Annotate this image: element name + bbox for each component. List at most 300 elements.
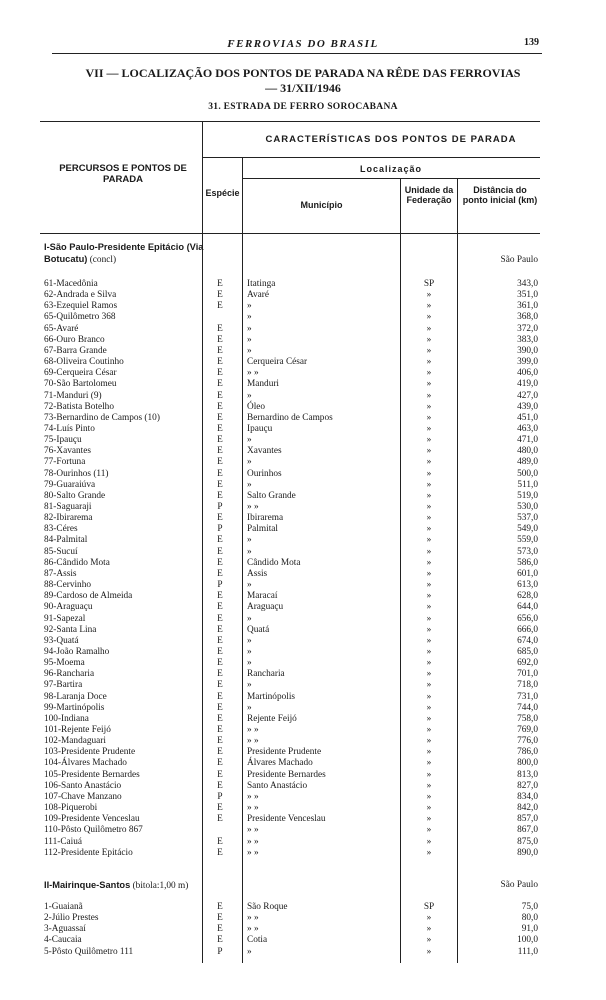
stop-name: 85-Sucuí [44,547,78,557]
stop-type: P [217,502,223,512]
stop-municipality: Quatá [247,625,270,635]
stop-name: 66-Ouro Branco [44,335,105,345]
stop-municipality: » [247,312,252,322]
stop-name: 107-Chave Manzano [44,792,122,802]
header-bottom-rule [40,233,540,234]
stop-municipality: Álvares Machado [247,758,313,768]
stop-state: » [426,580,432,590]
stop-type: E [217,602,223,612]
stop-distance: 800,0 [517,758,538,768]
stop-distance: 827,0 [517,781,538,791]
table-title [0,66,606,96]
stop-type: E [217,747,223,757]
stop-state: » [426,747,432,757]
stop-type: E [217,636,223,646]
stop-state: » [426,346,432,356]
stop-state: » [426,703,432,713]
stop-name: 89-Cardoso de Almeida [44,591,133,601]
stop-type: E [217,457,223,467]
section-name: I-São Paulo-Presidente Epitácio (Via [44,242,204,252]
stop-name: 75-Ipauçu [44,435,82,445]
section-note: (concl) [87,255,117,265]
stop-municipality: Santo Anastácio [247,781,308,791]
stop-type: E [217,558,223,568]
stop-municipality: » » [247,913,259,923]
stop-name: 69-Cerqueira César [44,368,117,378]
stop-distance: 372,0 [517,324,538,334]
stop-type: E [217,569,223,579]
group-header-rule [202,157,540,158]
stop-distance: 674,0 [517,636,538,646]
stop-type: P [217,580,223,590]
stop-distance: 890,0 [517,848,538,858]
stop-municipality: Óleo [247,402,266,412]
stop-municipality: Maracaí [247,591,278,601]
stop-name: 90-Araguaçu [44,602,93,612]
section-heading [44,242,203,266]
stop-name: 111-Caiuá [44,837,83,847]
stop-distance: 769,0 [517,725,538,735]
localizacao-header: Localização [359,164,423,174]
stop-name: 108-Piquerobi [44,803,98,813]
stop-type: E [217,435,223,445]
stop-distance: 586,0 [517,558,538,568]
stop-type: E [217,279,223,289]
stop-name: 103-Presidente Prudente [44,747,136,757]
stop-municipality: » [247,457,252,467]
stop-state: » [426,725,432,735]
stop-name: 84-Palmital [44,535,88,545]
group-header: CARACTERÍSTICAS DOS PONTOS DE PARADA [265,134,517,145]
stop-state: » [426,602,432,612]
stop-type: E [217,469,223,479]
stop-municipality: » [247,346,252,356]
stop-distance: 656,0 [517,614,538,624]
stop-type: E [217,547,223,557]
stop-state: » [426,535,432,545]
stop-distance: 644,0 [517,602,538,612]
stop-type: E [217,346,223,356]
stop-name: 63-Ezequiel Ramos [44,301,118,311]
stop-state: » [426,513,432,523]
stop-municipality: Bernardino de Campos [247,413,333,423]
stop-type: E [217,669,223,679]
section-heading [44,880,188,892]
stop-distance: 834,0 [517,792,538,802]
stop-municipality: » [247,947,252,957]
stop-type: E [217,781,223,791]
stop-state: » [426,591,432,601]
stop-distance: 776,0 [517,736,538,746]
stop-state: » [426,736,432,746]
stop-type: P [217,947,223,957]
stop-distance: 427,0 [517,391,538,401]
stop-distance: 718,0 [517,680,538,690]
stop-state: » [426,636,432,646]
stop-distance: 701,0 [517,669,538,679]
stop-name: 98-Laranja Doce [44,692,107,702]
stop-state: » [426,669,432,679]
col-divider-4 [457,178,458,963]
stop-municipality: Cândido Mota [247,558,301,568]
stop-distance: 451,0 [517,413,538,423]
stop-municipality: » » [247,848,259,858]
section-origin: São Paulo [500,880,538,890]
stop-municipality: » » [247,837,259,847]
stop-distance: 91,0 [521,924,538,934]
stop-distance: 100,0 [517,935,538,945]
section-name: II-Mairinque-Santos [44,880,131,890]
stop-distance: 383,0 [517,335,538,345]
stop-municipality: Ourinhos [247,469,282,479]
stop-state: SP [423,279,435,289]
stop-type: E [217,758,223,768]
stop-state: » [426,680,432,690]
stop-type: E [217,924,223,934]
unidade-header: Unidade da Federação [404,185,454,205]
stop-municipality: » [247,658,252,668]
stop-municipality: Presidente Prudente [247,747,322,757]
stop-state: » [426,547,432,557]
stop-municipality: » [247,301,252,311]
header-rule [52,53,542,54]
stop-municipality: » » [247,725,259,735]
stop-name: 104-Álvares Machado [44,758,127,768]
stop-type: E [217,658,223,668]
stop-state: » [426,391,432,401]
stop-type: E [217,513,223,523]
stop-state: » [426,792,432,802]
stop-name: 76-Xavantes [44,446,91,456]
stop-distance: 111,0 [517,947,538,957]
stop-name: 81-Saguaraji [44,502,92,512]
stop-distance: 613,0 [517,580,538,590]
stop-name: 87-Assis [44,569,77,579]
stop-municipality: » [247,680,252,690]
stop-type: E [217,357,223,367]
stop-municipality: » » [247,368,259,378]
stop-municipality: » » [247,792,259,802]
stop-distance: 549,0 [517,524,538,534]
stop-type: E [217,703,223,713]
stop-municipality: » [247,335,252,345]
stop-municipality: Araguaçu [247,602,284,612]
stop-name: 94-João Ramalho [44,647,110,657]
stop-municipality: Cerqueira César [247,357,308,367]
stop-distance: 519,0 [517,491,538,501]
table-title-line2: — 31/XII/1946 [265,81,341,95]
stop-distance: 731,0 [517,692,538,702]
stop-state: » [426,435,432,445]
stop-distance: 666,0 [517,625,538,635]
stop-name: 82-Ibirarema [44,513,93,523]
stop-type: E [217,335,223,345]
stop-type: E [217,324,223,334]
stop-name: 65-Avaré [44,324,79,334]
stop-name: 105-Presidente Bernardes [44,770,140,780]
stop-name: 112-Presidente Epitácio [44,848,133,858]
stop-municipality: Itatinga [247,279,276,289]
stop-name: 74-Luís Pinto [44,424,95,434]
stop-state: » [426,781,432,791]
stop-type: E [217,368,223,378]
stop-municipality: Cotia [247,935,268,945]
stop-name: 92-Santa Lina [44,625,97,635]
stop-name: 101-Rejente Feijó [44,725,111,735]
stop-distance: 530,0 [517,502,538,512]
stop-municipality: Ipauçu [247,424,273,434]
stop-name: 109-Presidente Venceslau [44,814,140,824]
stop-type: E [217,714,223,724]
stop-state: » [426,424,432,434]
stop-state: » [426,848,432,858]
section-origin: São Paulo [500,255,538,265]
stop-municipality: Xavantes [247,446,282,456]
running-title: FERROVIAS DO BRASIL [227,38,379,50]
stop-state: » [426,558,432,568]
stop-municipality: » » [247,502,259,512]
stop-state: » [426,758,432,768]
stop-name: 97-Bartira [44,680,83,690]
stop-type: E [217,935,223,945]
stop-type: E [217,591,223,601]
stop-type: E [217,379,223,389]
stop-name: 65-Quilômetro 368 [44,312,116,322]
stop-state: » [426,647,432,657]
stop-name: 106-Santo Anastácio [44,781,122,791]
stop-state: » [426,524,432,534]
stop-type: E [217,413,223,423]
stop-name: 67-Barra Grande [44,346,107,356]
stop-state: » [426,469,432,479]
stop-type: E [217,803,223,813]
stop-name: 70-São Bartolomeu [44,379,117,389]
table-top-rule [40,121,540,122]
stop-type: P [217,524,223,534]
stop-state: » [426,491,432,501]
stop-distance: 399,0 [517,357,538,367]
stop-distance: 758,0 [517,714,538,724]
stop-name: 96-Rancharia [44,669,95,679]
stop-state: » [426,480,432,490]
stop-municipality: Rejente Feijó [247,714,297,724]
stop-name: 83-Céres [44,524,78,534]
stop-municipality: » [247,647,252,657]
stop-name: 1-Guaianã [44,902,83,912]
stop-name: 95-Moema [44,658,85,668]
stop-name: 99-Martinópolis [44,703,105,713]
stop-name: 100-Indiana [44,714,89,724]
stop-distance: 813,0 [517,770,538,780]
stop-municipality: Manduri [247,379,280,389]
stop-state: » [426,312,432,322]
stop-name: 102-Mandaguari [44,736,106,746]
section-name-cont: Botucatu) [44,254,88,264]
stop-municipality: » » [247,803,259,813]
stop-name: 93-Quatá [44,636,79,646]
stop-name: 79-Guaraiúva [44,480,96,490]
stop-municipality: » [247,535,252,545]
stop-state: » [426,658,432,668]
stop-type: E [217,680,223,690]
stop-type: E [217,837,223,847]
railway-subtitle: 31. ESTRADA DE FERRO SOROCABANA [208,102,398,112]
stop-name: 91-Sapezal [44,614,86,624]
stop-municipality: » » [247,825,259,835]
stop-distance: 75,0 [521,902,538,912]
stop-municipality: Ibirarema [247,513,284,523]
stop-state: » [426,402,432,412]
stop-distance: 80,0 [521,913,538,923]
stop-state: » [426,714,432,724]
stop-state: » [426,913,432,923]
routes-header: PERCURSOS E PONTOS DE PARADA [59,163,187,185]
stop-municipality: » [247,391,252,401]
stop-state: » [426,803,432,813]
stop-type: E [217,535,223,545]
stop-type: E [217,736,223,746]
stop-name: 72-Batista Botelho [44,402,114,412]
stop-distance: 744,0 [517,703,538,713]
stop-state: » [426,290,432,300]
stop-municipality: Assis [247,569,268,579]
stop-name: 4-Caucaia [44,935,82,945]
stop-name: 86-Cândido Mota [44,558,110,568]
stop-municipality: Rancharia [247,669,285,679]
stop-municipality: » [247,580,252,590]
stop-distance: 439,0 [517,402,538,412]
stop-distance: 500,0 [517,469,538,479]
stop-distance: 480,0 [517,446,538,456]
stop-name: 88-Cervinho [44,580,91,590]
stop-name: 80-Salto Grande [44,491,106,501]
stop-distance: 368,0 [517,312,538,322]
stop-municipality: Presidente Bernardes [247,770,326,780]
stop-municipality: Presidente Venceslau [247,814,326,824]
stop-distance: 471,0 [517,435,538,445]
stop-type: E [217,491,223,501]
stop-municipality: » [247,703,252,713]
stop-name: 2-Júlio Prestes [44,913,99,923]
stop-state: » [426,368,432,378]
stop-municipality: São Roque [247,902,288,912]
stop-distance: 573,0 [517,547,538,557]
municipio-header: Município [300,200,343,210]
stop-distance: 601,0 [517,569,538,579]
stop-type: E [217,301,223,311]
stop-municipality: » [247,547,252,557]
page-number: 139 [524,37,539,48]
stop-distance: 511,0 [517,480,538,490]
stop-municipality: » » [247,924,259,934]
stop-type: E [217,625,223,635]
table-title-line1: VII — LOCALIZAÇÃO DOS PONTOS DE PARADA NA RÊDE DAS FERROVIAS [85,66,521,80]
stop-name: 68-Oliveira Coutinho [44,357,124,367]
stop-state: » [426,837,432,847]
stop-state: » [426,770,432,780]
stop-type: E [217,480,223,490]
stop-distance: 692,0 [517,658,538,668]
stop-distance: 351,0 [517,290,538,300]
stop-state: SP [423,902,435,912]
stop-type: E [217,424,223,434]
stop-distance: 786,0 [517,747,538,757]
stop-type: P [217,792,223,802]
stop-distance: 537,0 [517,513,538,523]
stop-municipality: Salto Grande [247,491,296,501]
stop-state: » [426,825,432,835]
col-divider-2 [242,157,243,963]
stop-state: » [426,357,432,367]
stop-distance: 489,0 [517,457,538,467]
stop-municipality: Palmital [247,524,278,534]
stop-name: 71-Manduri (9) [44,391,102,401]
stop-state: » [426,457,432,467]
stop-name: 61-Macedônia [44,279,98,289]
stop-municipality: » [247,324,252,334]
stop-municipality: » » [247,736,259,746]
localizacao-rule [242,178,540,179]
stop-municipality: Martinópolis [247,692,296,702]
stop-type: E [217,725,223,735]
stop-type: E [217,402,223,412]
stop-state: » [426,814,432,824]
stop-municipality: » [247,636,252,646]
distancia-header: Distância do ponto inicial (km) [462,185,538,205]
stop-state: » [426,413,432,423]
stop-state: » [426,569,432,579]
stop-type: E [217,290,223,300]
stop-distance: 628,0 [517,591,538,601]
stop-distance: 361,0 [517,301,538,311]
stop-state: » [426,502,432,512]
stop-municipality: » [247,480,252,490]
stop-name: 110-Pôsto Quilômetro 867 [44,825,143,835]
stop-name: 78-Ourinhos (11) [44,469,109,479]
stop-name: 5-Pôsto Quilômetro 111 [44,947,134,957]
stop-type: E [217,614,223,624]
stop-type: E [217,647,223,657]
stop-name: 77-Fortuna [44,457,86,467]
stop-distance: 875,0 [517,837,538,847]
col-divider-3 [400,178,401,963]
stop-distance: 685,0 [517,647,538,657]
stop-state: » [426,301,432,311]
stop-municipality: Avaré [247,290,270,300]
stop-type: E [217,848,223,858]
stop-municipality: » [247,614,252,624]
stop-distance: 463,0 [517,424,538,434]
stop-state: » [426,924,432,934]
stop-distance: 390,0 [517,346,538,356]
stop-distance: 842,0 [517,803,538,813]
stop-distance: 857,0 [517,814,538,824]
stop-name: 62-Andrada e Silva [44,290,117,300]
stop-distance: 867,0 [517,825,538,835]
stop-type: E [217,814,223,824]
stop-state: » [426,935,432,945]
stop-name: 3-Aguassaí [44,924,86,934]
stop-type: E [217,902,223,912]
stop-type: E [217,446,223,456]
stop-type: E [217,391,223,401]
stop-state: » [426,324,432,334]
especie-header: Espécie [205,188,240,198]
stop-state: » [426,379,432,389]
section-note: (bitola:1,00 m) [130,881,189,891]
stop-municipality: » [247,435,252,445]
stop-state: » [426,692,432,702]
